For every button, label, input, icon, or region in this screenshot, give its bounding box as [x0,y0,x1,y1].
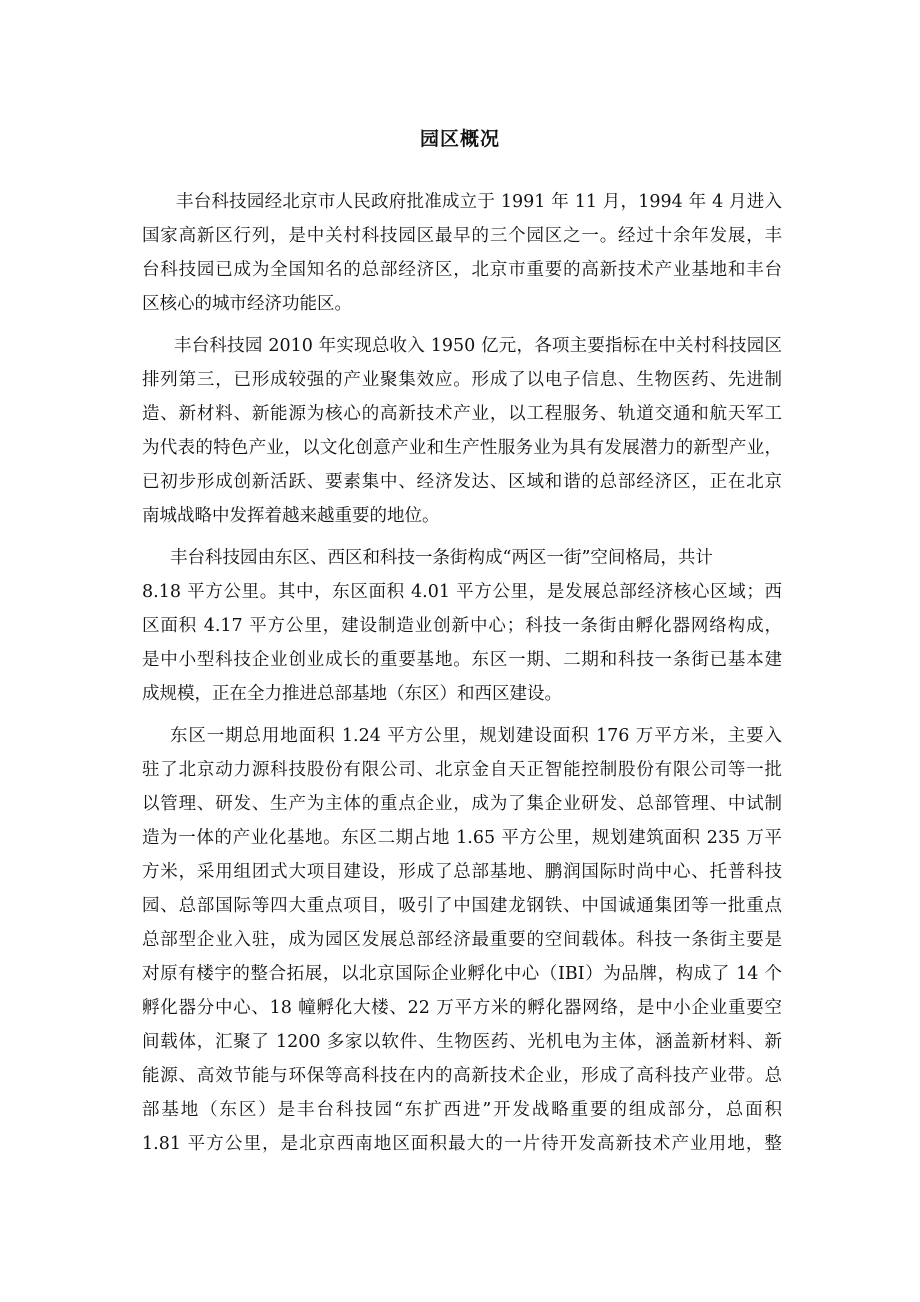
paragraph-line: 丰台科技园由东区、西区和科技一条街构成“两区一街”空间格局，共计 [170,548,713,568]
paragraph-line: 丰台科技园 2010 年实现总收入 1950 亿元，各项主要指标在中关村科技园区 [174,336,782,356]
paragraph-line: 台科技园已成为全国知名的总部经济区，北京市重要的高新技术产业基地和丰台 [142,260,782,280]
paragraph-line: 孵化器分中心、18 幢孵化大楼、22 万平方米的孵化器网络，是中小企业重要空 [142,998,782,1018]
paragraph-line: 造为一体的产业化基地。东区二期占地 1.65 平方公里，规划建筑面积 235 万平 [142,828,782,848]
paragraph-1 [142,185,782,321]
paragraph-line: 区核心的城市经济功能区。 [142,294,352,314]
paragraph-line: 是中小型科技企业创业成长的重要基地。东区一期、二期和科技一条街已基本建 [142,650,782,670]
document-body [142,185,782,1161]
paragraph-line: 对原有楼宇的整合拓展，以北京国际企业孵化中心（IBI）为品牌，构成了 14 个 [142,964,782,984]
paragraph-line: 区面积 4.17 平方公里，建设制造业创新中心；科技一条街由孵化器网络构成， [142,616,782,636]
paragraph-line: 以管理、研发、生产为主体的重点企业，成为了集企业研发、总部管理、中试制 [142,794,782,814]
paragraph-line: 南城战略中发挥着越来越重要的地位。 [142,506,440,526]
paragraph-line: 丰台科技园经北京市人民政府批准成立于 1991 年 11 月，1994 年 4 月进入 [176,192,782,212]
paragraph-line: 国家高新区行列，是中关村科技园区最早的三个园区之一。经过十余年发展，丰 [142,226,782,246]
paragraph-line: 能源、高效节能与环保等高科技在内的高新技术企业，形成了高科技产业带。总 [142,1066,782,1086]
paragraph-line: 1.81 平方公里，是北京西南地区面积最大的一片待开发高新技术产业用地，整 [142,1134,782,1154]
paragraph-line: 造、新材料、新能源为核心的高新技术产业，以工程服务、轨道交通和航天军工 [142,404,782,424]
paragraph-line: 成规模，正在全力推进总部基地（东区）和西区建设。 [142,684,562,704]
paragraph-line: 间载体，汇聚了 1200 多家以软件、生物医药、光机电为主体，涵盖新材料、新 [142,1032,782,1052]
paragraph-line: 总部型企业入驻，成为园区发展总部经济最重要的空间载体。科技一条街主要是 [142,930,782,950]
paragraph-line: 驻了北京动力源科技股份有限公司、北京金自天正智能控制股份有限公司等一批 [142,760,782,780]
paragraph-line: 为代表的特色产业，以文化创意产业和生产性服务业为具有发展潜力的新型产业， [142,438,782,458]
paragraph-line: 方米，采用组团式大项目建设，形成了总部基地、鹏润国际时尚中心、托普科技 [142,862,782,882]
paragraph-line: 8.18 平方公里。其中，东区面积 4.01 平方公里，是发展总部经济核心区域；西 [142,582,782,602]
paragraph-2 [142,329,782,533]
paragraph-line: 东区一期总用地面积 1.24 平方公里，规划建设面积 176 万平方米，主要入 [170,726,782,746]
paragraph-line: 部基地（东区）是丰台科技园“东扩西进”开发战略重要的组成部分，总面积 [142,1100,782,1120]
paragraph-4 [142,719,782,1161]
document-title: 园区概况 [419,128,500,150]
paragraph-line: 园、总部国际等四大重点项目，吸引了中国建龙钢铁、中国诚通集团等一批重点 [142,896,782,916]
paragraph-line: 已初步形成创新活跃、要素集中、经济发达、区域和谐的总部经济区，正在北京 [142,472,782,492]
paragraph-3 [142,541,782,711]
paragraph-line: 排列第三，已形成较强的产业聚集效应。形成了以电子信息、生物医药、先进制 [142,370,782,390]
